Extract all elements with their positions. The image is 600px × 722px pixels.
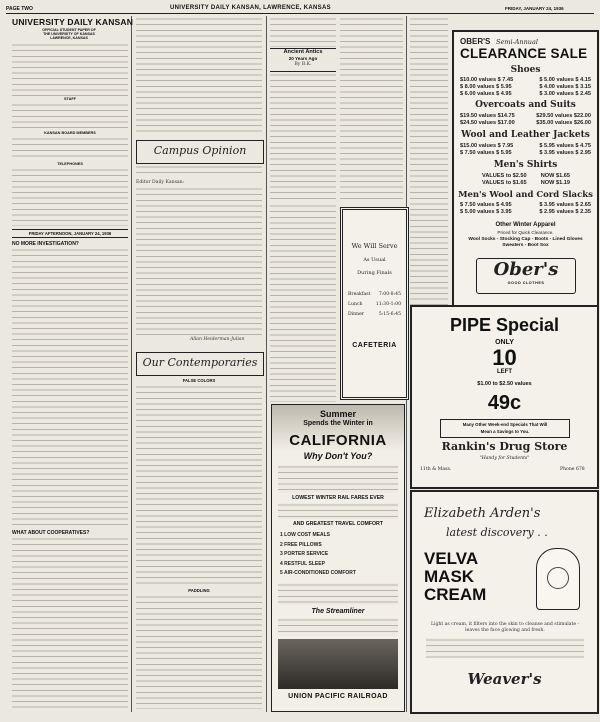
price: $ 7.50 values $ 4.95	[460, 202, 512, 208]
board-label: KANSAN BOARD MEMBERS	[44, 131, 96, 135]
meal-label: Dinner	[348, 312, 364, 317]
ancient-antics-byline: By B.K.	[294, 62, 312, 67]
ancient-antics-sub: 20 Years Ago	[288, 56, 318, 61]
price: $ 5.00 values $ 4.15	[539, 77, 591, 83]
meal-time: 7:00-8:45	[378, 292, 401, 297]
price-row	[460, 143, 591, 150]
meal-label: Breakfast	[348, 292, 371, 297]
coats-heading: Overcoats and Suits	[475, 100, 576, 110]
up-comfort-list	[280, 531, 398, 579]
price-row	[460, 113, 591, 120]
rankins-note: Mean a Savings to You.	[480, 429, 530, 434]
masthead-notices	[12, 168, 128, 226]
paddling-body	[136, 595, 262, 709]
up-list-item: 3 PORTER SERVICE	[280, 551, 329, 557]
obers-logo-tagline: GOOD CLOTHES	[507, 281, 545, 285]
shirts-heading: Men's Shirts	[493, 160, 558, 170]
dateline: FRIDAY AFTERNOON, JANUARY 24, 1936	[28, 231, 112, 236]
rankins-specials-box	[440, 419, 570, 438]
opinion-disclaimer	[136, 165, 262, 177]
price-row	[482, 180, 570, 187]
arden-body-copy	[426, 638, 584, 658]
slacks-heading: Men's Wool and Cord Slacks	[458, 190, 593, 200]
arden-ad	[410, 490, 599, 714]
opinion-signature: Allan Heiderman-Julian	[190, 337, 245, 342]
price: $ 5.95 values $ 4.75	[539, 143, 591, 149]
price: VALUES to $1.65	[482, 180, 527, 186]
pipe-special: PIPE Special	[449, 315, 560, 335]
paddling-subhead: PADDLING	[188, 588, 210, 593]
masthead-sub: THE UNIVERSITY OF KANSAS	[43, 32, 95, 36]
price: $ 4.00 values $ 3.15	[539, 84, 591, 90]
staff-listing	[12, 43, 128, 97]
slacks-prices	[460, 202, 591, 216]
price: $19.50 values $14.75	[460, 113, 515, 119]
up-streamliner-copy	[278, 618, 398, 636]
price: VALUES to $2.50	[482, 173, 527, 179]
paper-running-head: UNIVERSITY DAILY KANSAN, LAWRENCE, KANSAS	[170, 5, 331, 11]
price-row	[460, 202, 591, 209]
telephones-label: TELEPHONES	[57, 162, 83, 166]
coats-prices	[460, 113, 591, 127]
other-apparel-sub: Priced for Quick Clearance.	[497, 230, 554, 235]
price: $ 8.00 values $ 5.95	[460, 84, 512, 90]
masthead-sub: OFFICIAL STUDENT PAPER OF	[42, 28, 96, 32]
ancient-antics-body	[270, 73, 336, 201]
masthead-sub: LAWRENCE, KANSAS	[50, 36, 88, 40]
staff-listing	[12, 103, 128, 129]
up-comfort-heading: AND GREATEST TRAVEL COMFORT	[293, 521, 383, 527]
rankins-left: LEFT	[497, 369, 512, 375]
ancient-antics-title: Ancient Antics	[283, 49, 323, 55]
obers-logo-box	[476, 258, 576, 294]
other-apparel-items: Sweaters - Boot Sox	[502, 243, 549, 248]
arden-product: VELVA	[424, 549, 479, 568]
obers-semi-annual: Semi-Annual	[496, 38, 538, 46]
price: $ 7.50 values $ 5.95	[460, 150, 512, 156]
masthead-title: UNIVERSITY DAILY KANSAN	[12, 17, 134, 27]
arden-product: MASK	[424, 567, 475, 586]
price-row	[460, 91, 591, 98]
jackets-heading: Wool and Leather Jackets	[461, 130, 590, 140]
price-row	[460, 209, 591, 216]
cafeteria-hours-row	[348, 310, 401, 320]
up-railroad-name: UNION PACIFIC RAILROAD	[288, 693, 388, 700]
price-row	[460, 77, 591, 84]
campus-opinion-title: Campus Opinion	[153, 144, 247, 157]
price: $ 3.95 values $ 2.65	[539, 202, 591, 208]
opinion-letter-body	[136, 187, 262, 335]
obers-brand: OBER'S	[460, 37, 491, 46]
page-number: PAGE TWO	[6, 6, 33, 12]
rankins-ad	[410, 305, 599, 489]
price-row	[460, 150, 591, 157]
price: $ 3.00 values $ 2.45	[539, 91, 591, 97]
cafeteria-line3: During Finals	[357, 270, 392, 276]
jackets-prices	[460, 143, 591, 157]
price: $ 3.95 values $ 2.95	[539, 150, 591, 156]
price: $24.50 values $17.00	[460, 120, 515, 126]
price-row	[460, 120, 591, 127]
article-body	[270, 204, 336, 402]
price: $ 5.00 values $ 3.95	[460, 209, 512, 215]
issue-date: FRIDAY, JANUARY 24, 1936	[505, 6, 564, 11]
cafeteria-ad	[340, 207, 409, 400]
rankins-count: 10	[492, 345, 517, 370]
other-apparel-items: Wool Socks - Stocking Cap - Boots - Lined Gloves	[468, 237, 583, 242]
cafeteria-hours-row	[348, 300, 401, 310]
article-body	[410, 17, 448, 317]
header-rule	[6, 13, 594, 14]
up-list-item: 1 LOW COST MEALS	[280, 532, 330, 538]
up-fares-heading: LOWEST WINTER RAIL FARES EVER	[292, 495, 384, 501]
staff-label: STAFF	[64, 97, 76, 101]
cafeteria-line1: We Will Serve	[351, 242, 398, 250]
other-apparel-heading: Other Winter Apparel	[495, 222, 556, 228]
price-row	[460, 84, 591, 91]
meal-time: 5:15-6:45	[378, 312, 401, 317]
rankins-note: Many Other Week-end Specials That Will	[462, 422, 548, 427]
price: NOW $1.65	[540, 173, 570, 179]
up-streamliner: The Streamliner	[311, 608, 365, 615]
cafeteria-line2: As Usual	[363, 257, 386, 263]
price: $29.50 values $22.00	[536, 113, 591, 119]
arden-script: Elizabeth Arden's	[424, 506, 541, 521]
article-body	[270, 17, 336, 47]
up-list-item: 2 FREE PILLOWS	[280, 541, 322, 548]
up-summer: Summer	[319, 409, 356, 419]
masthead-rule	[12, 237, 128, 238]
contemporaries-title: Our Contemporaries	[142, 356, 258, 369]
column-rule	[266, 16, 267, 712]
rankins-address: 11th & Mass.	[420, 467, 452, 472]
price: $35.00 values $26.00	[536, 120, 591, 126]
up-california: CALIFORNIA	[289, 432, 387, 449]
rankins-tagline: "Handy for Students"	[479, 456, 530, 461]
column-rule	[131, 16, 132, 712]
contemporaries-banner	[136, 352, 264, 376]
obers-ad	[452, 30, 599, 308]
shoes-heading: Shoes	[510, 65, 541, 75]
obers-logo: Ober's	[493, 259, 559, 280]
rankins-name: Rankin's Drug Store	[441, 440, 568, 453]
up-why: Why Don't You?	[303, 451, 373, 461]
up-intro-copy	[278, 465, 398, 493]
masthead-rule	[12, 229, 128, 230]
campus-opinion-banner	[136, 140, 264, 164]
arden-body: Light as cream, it filters into the skin to cleanse and stimulate - leaves the face glowing and fresh.	[430, 622, 580, 633]
shoes-prices	[460, 77, 591, 98]
price-row	[482, 173, 570, 180]
editorial-headline: NO MORE INVESTIGATION?	[12, 241, 79, 247]
meal-label: Lunch	[348, 302, 363, 307]
union-pacific-ad	[271, 404, 405, 712]
arden-latest: latest discovery . .	[446, 526, 548, 539]
up-body-copy	[278, 583, 398, 605]
opinion-salutation: Editor Daily Kansan:	[136, 180, 185, 185]
ancient-antics-box	[270, 48, 336, 72]
price: $10.00 values $ 7.45	[460, 77, 514, 83]
jar-seal-icon	[547, 567, 569, 589]
rankins-only: ONLY	[495, 339, 514, 346]
price: $15.00 values $ 7.95	[460, 143, 514, 149]
cream-jar-illustration	[536, 548, 580, 610]
arden-product: CREAM	[424, 585, 487, 604]
article-body	[340, 17, 403, 203]
rankins-range: $1.00 to $2.50 values	[477, 381, 532, 387]
up-fares-copy	[278, 503, 398, 519]
price: $ 2.95 values $ 2.35	[539, 209, 591, 215]
contemporaries-body	[136, 385, 262, 585]
editorial-headline: WHAT ABOUT COOPERATIVES?	[12, 530, 90, 536]
price: NOW $1.19	[540, 180, 570, 186]
up-list-item: 5 AIR-CONDITIONED COMFORT	[280, 570, 356, 576]
price: $ 6.00 values $ 4.95	[460, 91, 512, 97]
meal-time: 11:30-1:00	[375, 302, 401, 307]
train-illustration	[278, 639, 398, 689]
editorial-body	[12, 537, 128, 709]
up-list-item: 4 RESTFUL SLEEP	[280, 560, 325, 567]
cafeteria-name: CAFETERIA	[352, 342, 397, 349]
obers-clearance: CLEARANCE SALE	[460, 46, 588, 61]
shirts-prices	[482, 173, 570, 187]
rankins-sale-price: 49c	[487, 392, 522, 414]
contemporaries-subhead: FALSE COLORS	[182, 378, 216, 383]
up-spends: Spends the Winter in	[303, 420, 373, 427]
board-listing	[12, 137, 128, 161]
cafeteria-hours	[343, 290, 406, 320]
cafeteria-hours-row	[348, 290, 401, 300]
editorial-body	[136, 17, 262, 135]
editorial-body	[12, 248, 128, 526]
rankins-phone: Phone 678	[560, 467, 585, 472]
weavers-logo: Weaver's	[467, 670, 542, 688]
